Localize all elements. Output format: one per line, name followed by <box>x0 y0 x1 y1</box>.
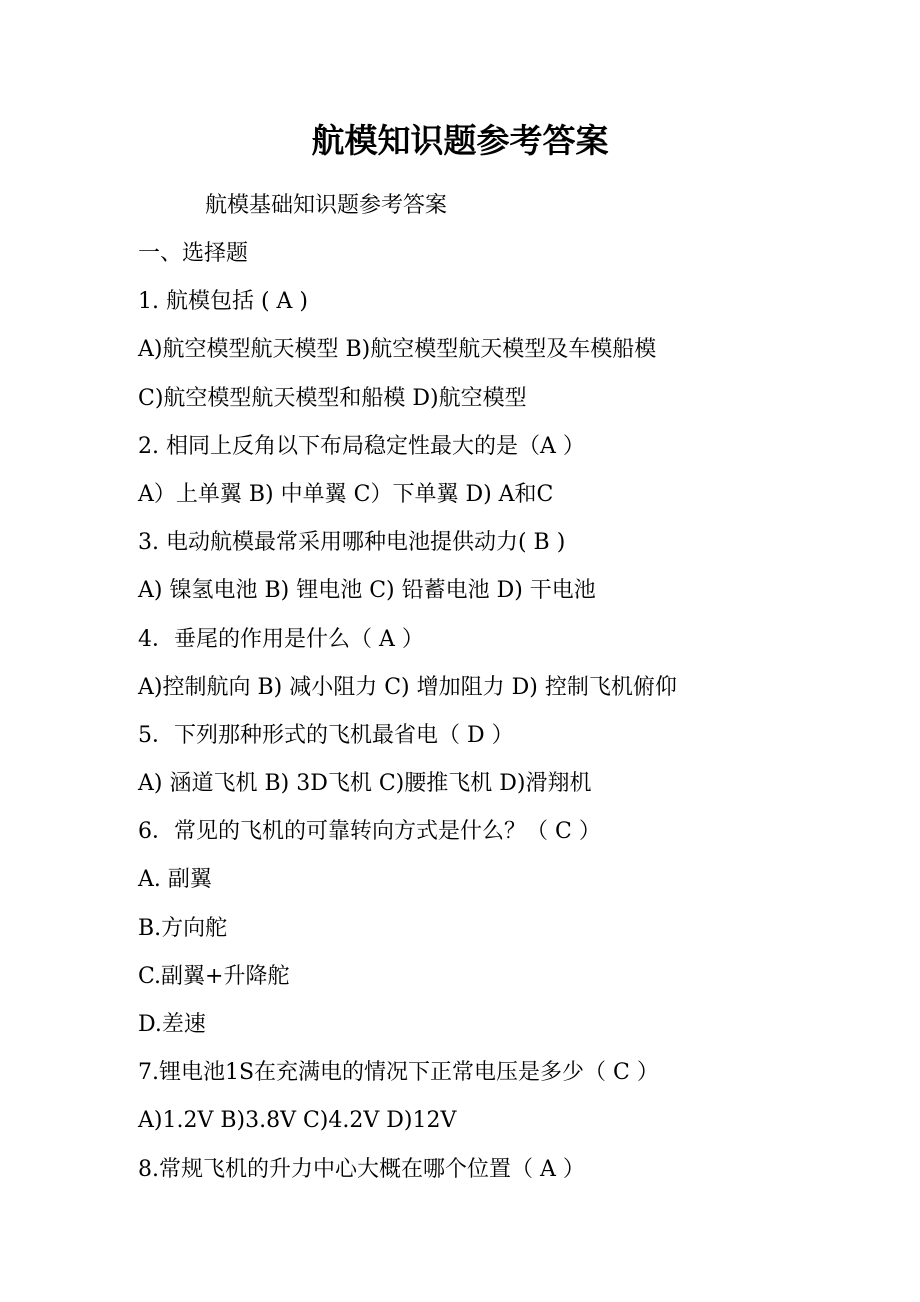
question-list <box>138 238 677 1202</box>
question-8: 8.常规飞机的升力中心大概在哪个位置（ A ） <box>138 1156 585 1182</box>
question-6: 6．常见的飞机的可靠转向方式是什么？（ C ） <box>138 819 601 845</box>
question-6-option-c: C.副翼+升降舵 <box>138 963 290 989</box>
question-2: 2. 相同上反角以下布局稳定性最大的是（A ） <box>138 433 585 459</box>
question-7: 7.锂电池1S在充满电的情况下正常电压是多少（ C ） <box>138 1060 659 1086</box>
question-6-option-b: B.方向舵 <box>138 915 228 941</box>
question-3-options: A) 镍氢电池 B) 锂电池 C) 铅蓄电池 D) 干电池 <box>138 578 596 604</box>
question-3: 3. 电动航模最常采用哪种电池提供动力( B ) <box>138 530 566 556</box>
question-6-option-a: A. 副翼 <box>138 867 212 893</box>
document-subtitle: 航模基础知识题参考答案 <box>205 193 448 218</box>
question-4-options: A)控制航向 B) 减小阻力 C) 增加阻力 D) 控制飞机俯仰 <box>138 674 677 700</box>
question-1-options-c-d: C)航空模型航天模型和船模 D)航空模型 <box>138 385 527 411</box>
question-7-options: A)1.2V B)3.8V C)4.2V D)12V <box>138 1108 457 1134</box>
question-2-options: A）上单翼 B) 中单翼 C）下单翼 D) A和C <box>138 481 554 507</box>
document-title: 航模知识题参考答案 <box>311 121 609 160</box>
section-heading: 一、选择题 <box>138 241 249 266</box>
question-4: 4．垂尾的作用是什么（ A ） <box>138 626 424 652</box>
question-5-options: A) 涵道飞机 B) 3D飞机 C)腰推飞机 D)滑翔机 <box>138 771 592 797</box>
question-5: 5．下列那种形式的飞机最省电（ D ） <box>138 722 514 748</box>
question-6-option-d: D.差速 <box>138 1012 206 1037</box>
question-1-options-a-b: A)航空模型航天模型 B)航空模型航天模型及车模船模 <box>138 337 657 363</box>
question-1: 1. 航模包括 ( A ) <box>138 289 309 315</box>
